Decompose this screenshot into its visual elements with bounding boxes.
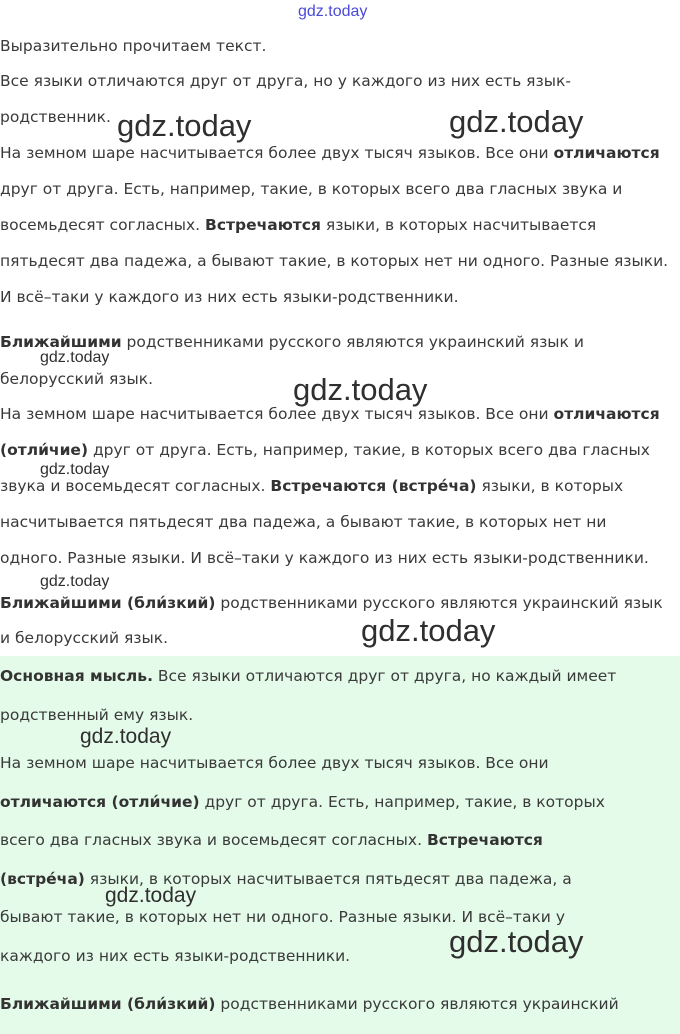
text-line: Основная мысль. Все языки отличаются друг от друга, но каждый имеет bbox=[0, 667, 617, 685]
text-line: бывают такие, в которых нет ни одного. Разные языки. И всё–таки у bbox=[0, 908, 565, 926]
text-line: На земном шаре насчитывается более двух тысяч языков. Все они bbox=[0, 754, 549, 772]
text-line: друг от друга. Есть, например, такие, в которых всего два гласных звука и bbox=[0, 180, 623, 198]
watermark: gdz.today bbox=[449, 104, 584, 139]
watermark: gdz.today bbox=[40, 461, 110, 478]
watermark: gdz.today bbox=[293, 372, 428, 407]
watermark: gdz.today bbox=[105, 884, 197, 907]
watermark: gdz.today bbox=[80, 725, 172, 748]
text-line: Ближайшими (бли́зкий) родственниками русского являются украинский bbox=[0, 995, 619, 1013]
text-line: родственник. bbox=[0, 108, 111, 126]
text-line: На земном шаре насчитывается более двух тысяч языков. Все они отличаются bbox=[0, 144, 660, 162]
text-line: звука и восемьдесят согласных. Встречаются (встре́ча) языки, в которых bbox=[0, 477, 624, 495]
text-line: Выразительно прочитаем текст. bbox=[0, 37, 267, 55]
text-line: каждого из них есть языки-родственники. bbox=[0, 947, 351, 965]
watermark: gdz.today bbox=[40, 349, 110, 366]
text-line: родственный ему язык. bbox=[0, 706, 194, 724]
text-line: одного. Разные языки. И всё–таки у каждого из них есть языки-родственники. bbox=[0, 549, 649, 567]
text-line: пятьдесят два падежа, а бывают такие, в которых нет ни одного. Разные языки. bbox=[0, 252, 669, 270]
text-line: Все языки отличаются друг от друга, но у каждого из них есть язык- bbox=[0, 72, 571, 90]
text-line: отличаются (отли́чие) друг от друга. Есть, например, такие, в которых bbox=[0, 793, 605, 811]
text-line: Ближайшими (бли́зкий) родственниками русского являются украинский язык bbox=[0, 594, 663, 612]
text-line: На земном шаре насчитывается более двух тысяч языков. Все они отличаются bbox=[0, 405, 660, 423]
watermark: gdz.today bbox=[449, 924, 584, 959]
text-line: насчитывается пятьдесят два падежа, а бывают такие, в которых нет ни bbox=[0, 513, 607, 531]
text-line: восемьдесят согласных. Встречаются языки, в которых насчитывается bbox=[0, 216, 597, 234]
text-line: (встре́ча) языки, в которых насчитывается пятьдесят два падежа, а bbox=[0, 870, 572, 888]
watermark-top: gdz.today bbox=[298, 3, 368, 20]
text-line: и белорусский язык. bbox=[0, 629, 169, 647]
text-line: (отли́чие) друг от друга. Есть, например, такие, в которых всего два гласных bbox=[0, 441, 650, 459]
watermark: gdz.today bbox=[117, 108, 252, 143]
watermark: gdz.today bbox=[40, 573, 110, 590]
text-line: Ближайшими родственниками русского являются украинский язык и bbox=[0, 333, 584, 351]
text-line: всего два гласных звука и восемьдесят согласных. Встречаются bbox=[0, 831, 543, 849]
watermark: gdz.today bbox=[361, 613, 496, 648]
text-line: И всё–таки у каждого из них есть языки-родственники. bbox=[0, 288, 459, 306]
text-line: белорусский язык. bbox=[0, 370, 154, 388]
